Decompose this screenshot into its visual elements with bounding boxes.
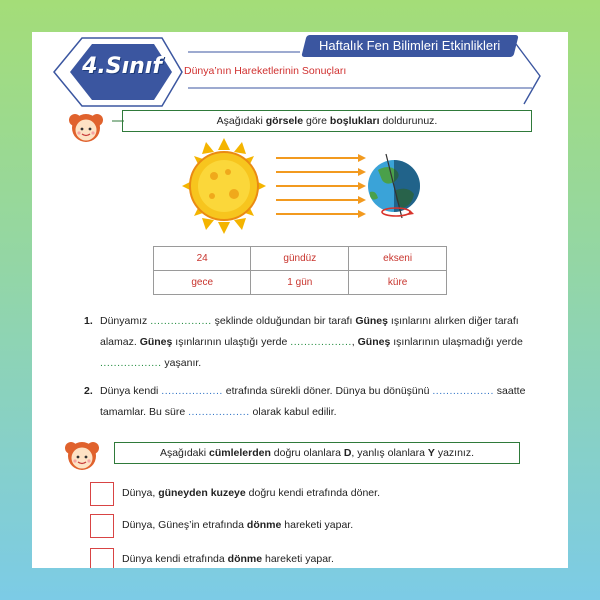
text-run: Dünya kendi	[100, 385, 162, 397]
instruction-1-bold: görsele	[265, 115, 304, 127]
sun-earth-illustration	[182, 136, 422, 236]
text-run: ,	[351, 336, 358, 348]
question-2-text	[100, 381, 534, 423]
earth-icon	[368, 154, 420, 218]
text-run: doğru kendi etrafında döner.	[245, 487, 380, 499]
statement-row	[90, 548, 530, 568]
sun-rays	[276, 154, 366, 218]
bold-run: dönme	[246, 519, 282, 531]
instruction-2-bold: D	[343, 447, 352, 459]
grade-label: 4.Sınıf	[82, 54, 162, 79]
instruction-pointer	[112, 118, 124, 124]
question-1-text	[100, 311, 534, 374]
text-run: hareketi yapar.	[281, 519, 354, 531]
text-run: Dünya kendi etrafında	[122, 553, 228, 565]
instruction-2-text: doğru olanlara	[270, 447, 344, 459]
instruction-2-text: yazınız.	[434, 447, 475, 459]
instruction-1-bold: boşlukları	[329, 115, 380, 127]
girl-face-icon	[62, 434, 102, 474]
blank-field[interactable]: ..................	[150, 315, 212, 327]
word-cell: 1 gün	[251, 271, 349, 295]
word-cell: ekseni	[349, 247, 447, 271]
instruction-1-text: doldurunuz.	[379, 115, 438, 127]
word-cell: 24	[154, 247, 251, 271]
blank-field[interactable]: ..................	[161, 385, 223, 397]
blank-field[interactable]: ..................	[188, 406, 250, 418]
answer-box[interactable]	[90, 514, 114, 538]
girl-face-icon	[66, 106, 106, 146]
table-row	[154, 247, 447, 271]
answer-box[interactable]	[90, 548, 114, 568]
worksheet-page	[32, 32, 568, 568]
statement-text	[122, 487, 380, 499]
bold-run: Güneş	[357, 336, 391, 348]
instruction-2-bold: Y	[427, 447, 435, 459]
question-1	[84, 311, 534, 374]
instruction-2-text: Aşağıdaki	[159, 447, 209, 459]
text-run: yaşanır.	[161, 357, 202, 369]
header-banner-text: Haftalık Fen Bilimleri Etkinlikleri	[319, 38, 501, 53]
text-run: Dünya,	[122, 487, 159, 499]
word-cell: küre	[349, 271, 447, 295]
blank-field[interactable]: ..................	[100, 357, 162, 369]
word-bank-table	[153, 246, 447, 295]
answer-box[interactable]	[90, 482, 114, 506]
statement-text	[122, 553, 334, 565]
text-run: etrafında sürekli döner. Dünya bu dönüşünü	[222, 385, 433, 397]
instruction-1-text: Aşağıdaki	[216, 115, 266, 127]
blank-field[interactable]: ..................	[432, 385, 494, 397]
instruction-2	[114, 442, 520, 464]
text-run: saatte tamamlar. Bu süre	[100, 385, 526, 418]
instruction-1	[122, 110, 532, 132]
bold-run: dönme	[227, 553, 263, 565]
bold-run: Güneş	[139, 336, 173, 348]
bold-run: güneyden kuzeye	[158, 487, 246, 499]
text-run: Dünyamız	[100, 315, 151, 327]
text-run: şeklinde olduğundan bir tarafı	[211, 315, 356, 327]
text-run: hareketi yapar.	[262, 553, 334, 565]
question-number: 2.	[84, 385, 93, 397]
statement-text	[122, 519, 353, 531]
blank-field[interactable]: ..................	[290, 336, 352, 348]
worksheet-subtitle: Dünya’nın Hareketlerinin Sonuçları	[184, 65, 347, 77]
sun-icon	[182, 138, 266, 234]
instruction-1-text: göre	[303, 115, 330, 127]
text-run: ışınlarının ulaşmadığı yerde	[390, 336, 523, 348]
statement-row	[90, 514, 530, 540]
text-run: olarak kabul edilir.	[249, 406, 337, 418]
bold-run: Güneş	[355, 315, 388, 327]
text-run: Dünya, Güneş’in etrafında	[122, 519, 247, 531]
table-row	[154, 271, 447, 295]
word-cell: gündüz	[251, 247, 349, 271]
question-2	[84, 381, 534, 423]
header-banner	[301, 35, 518, 57]
word-cell: gece	[154, 271, 251, 295]
text-run: ışınlarının ulaştığı yerde	[172, 336, 291, 348]
instruction-2-text: , yanlış olanlara	[351, 447, 428, 459]
statement-row	[90, 482, 530, 508]
text-run: ışınlarını alırken diğer tarafı alamaz.	[100, 315, 519, 348]
instruction-2-bold: cümlelerden	[209, 447, 271, 459]
question-number: 1.	[84, 315, 93, 327]
